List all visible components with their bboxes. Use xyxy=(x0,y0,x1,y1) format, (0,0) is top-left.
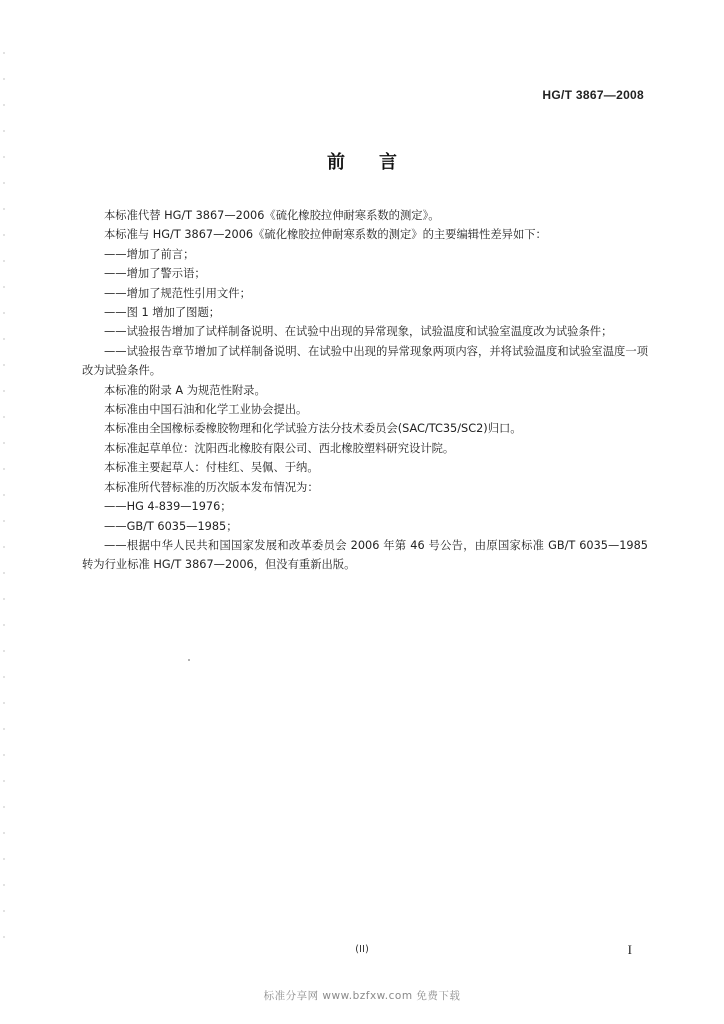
paragraph: 本标准主要起草人：付桂红、吴佩、于纳。 xyxy=(104,461,319,475)
list-item: ——图 1 增加了图题； xyxy=(104,306,221,320)
list-item: ——试验报告增加了试样制备说明、在试验中出现的异常现象，试验温度和试验室温度改为试验条件； xyxy=(104,325,613,339)
paragraph: 本标准的附录 A 为规范性附录。 xyxy=(104,383,266,397)
list-item: ——试验报告章节增加了试样制备说明、在试验中出现的异常现象两项内容，并将试验温度和试验室温度一项改为试验条件。 xyxy=(82,344,648,378)
page-number-mark: (II) xyxy=(355,944,369,955)
list-item: ——HG 4-839—1976； xyxy=(104,500,232,514)
paragraph: 本标准起草单位：沈阳西北橡胶有限公司、西北橡胶塑料研究设计院。 xyxy=(104,441,455,455)
paragraph: 本标准由全国橡标委橡胶物理和化学试验方法分技术委员会(SAC/TC35/SC2)归口。 xyxy=(104,422,522,436)
scan-speck xyxy=(188,659,190,661)
list-item: ——增加了规范性引用文件； xyxy=(104,286,251,300)
list-item: ——根据中华人民共和国国家发展和改革委员会 2006 年第 46 号公告，由原国家标准 GB/T 6035—1985 转为行业标准 HG/T 3867—2006，但没有重新出版。 xyxy=(82,538,648,572)
paragraph: 本标准与 HG/T 3867—2006《硫化橡胶拉伸耐寒系数的测定》的主要编辑性差异如下： xyxy=(104,228,547,242)
list-item: ——增加了前言； xyxy=(104,247,195,261)
paragraph: 本标准所代替标准的历次版本发布情况为： xyxy=(104,480,319,494)
paragraph: 本标准由中国石油和化学工业协会提出。 xyxy=(104,403,308,417)
list-item: ——GB/T 6035—1985； xyxy=(104,519,238,533)
page-number-roman: I xyxy=(627,942,632,957)
paragraph: 本标准代替 HG/T 3867—2006《硫化橡胶拉伸耐寒系数的测定》。 xyxy=(104,209,440,222)
standard-code: HG/T 3867—2008 xyxy=(542,88,644,102)
binding-margin-dots xyxy=(3,40,5,940)
foreword-body xyxy=(82,206,648,575)
watermark-text: 标准分享网 www.bzfxw.com 免费下载 xyxy=(263,990,461,1002)
page-title: 前言 xyxy=(327,152,431,173)
list-item: ——增加了警示语； xyxy=(104,267,206,281)
